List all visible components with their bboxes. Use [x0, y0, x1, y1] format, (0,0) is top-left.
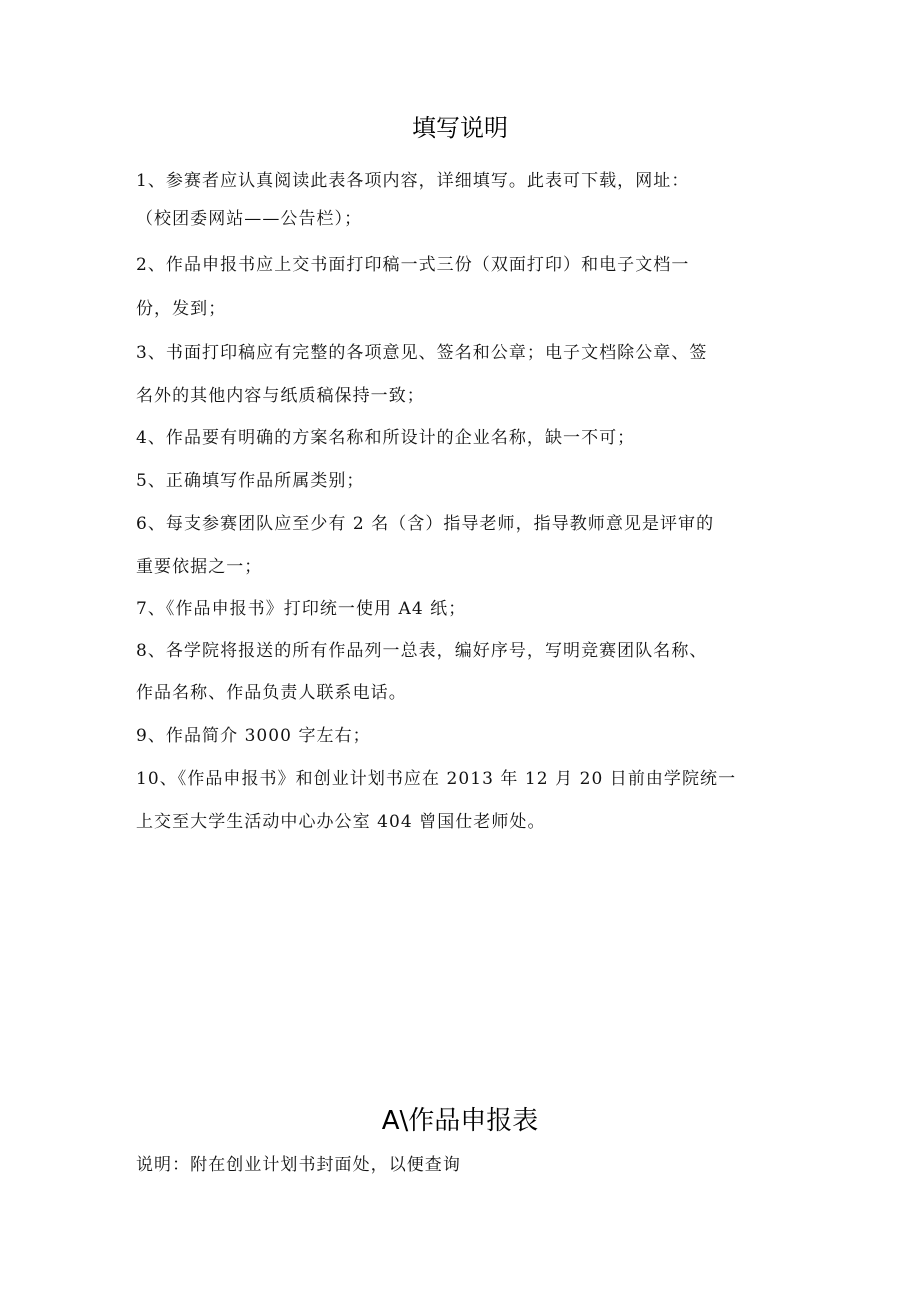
- instruction-line: 4、作品要有明确的方案名称和所设计的企业名称，缺一不可；: [136, 428, 636, 448]
- page-title: 填写说明: [412, 114, 508, 142]
- section-title: A\作品申报表: [381, 1106, 539, 1136]
- instruction-line: 3、书面打印稿应有完整的各项意见、签名和公章；电子文档除公章、签: [136, 343, 708, 363]
- section-note: 说明：附在创业计划书封面处，以便查询: [136, 1155, 461, 1175]
- instruction-line: 份，发到；: [136, 299, 227, 319]
- instruction-line: 重要依据之一；: [136, 557, 263, 577]
- instruction-line: 5、正确填写作品所属类别；: [136, 471, 365, 491]
- instruction-line: 10、《作品申报书》和创业计划书应在 2013 年 12 月 20 日前由学院统一: [136, 769, 737, 789]
- instruction-line: 8、各学院将报送的所有作品列一总表，编好序号，写明竞赛团队名称、: [136, 641, 708, 661]
- instruction-line: 7、《作品申报书》打印统一使用 A4 纸；: [136, 599, 467, 619]
- instruction-line: 2、作品申报书应上交书面打印稿一式三份（双面打印）和电子文档一: [136, 255, 690, 275]
- instruction-line: 9、作品简介 3000 字左右；: [136, 726, 371, 746]
- instruction-line: 1、参赛者应认真阅读此表各项内容，详细填写。此表可下载，网址：: [136, 171, 690, 191]
- instruction-line: 上交至大学生活动中心办公室 404 曾国仕老师处。: [136, 812, 546, 832]
- instruction-line: 6、每支参赛团队应至少有 2 名（含）指导老师，指导教师意见是评审的: [136, 514, 715, 534]
- instruction-line: 作品名称、作品负责人联系电话。: [136, 683, 407, 703]
- instruction-line: 名外的其他内容与纸质稿保持一致；: [136, 386, 425, 406]
- instruction-line: （校团委网站——公告栏）；: [136, 209, 363, 229]
